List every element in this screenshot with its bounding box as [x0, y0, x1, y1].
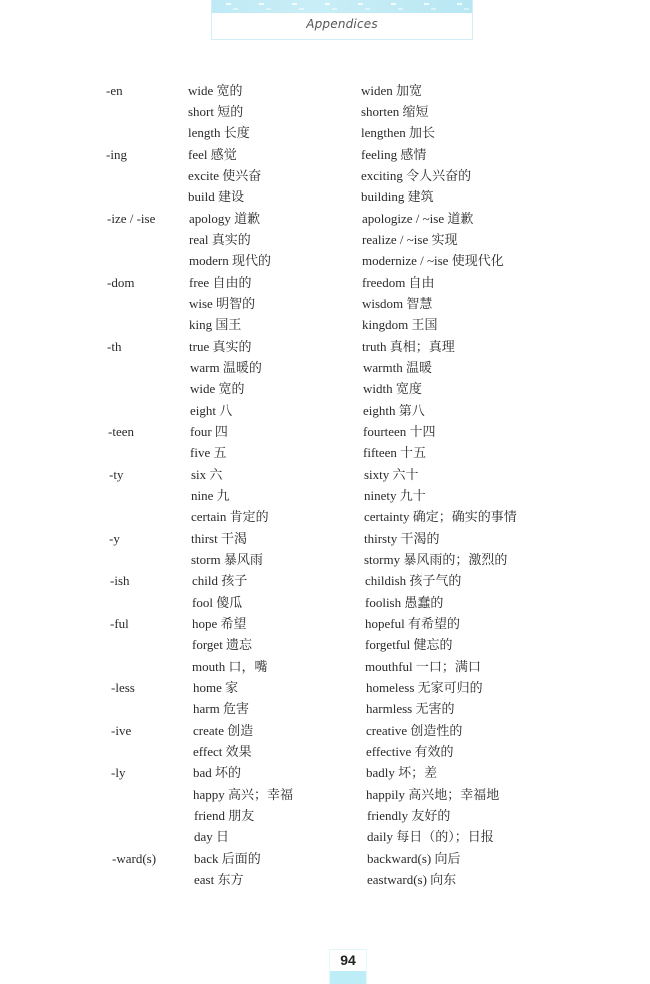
- base-cell: feel 感觉: [188, 147, 237, 162]
- base-cell: warm 温暖的: [190, 360, 262, 375]
- table-row: [6, 806, 566, 826]
- derived-cell: freedom 自由: [362, 275, 435, 290]
- suffix-cell: -ize / -ise: [107, 211, 156, 226]
- base-cell: build 建设: [188, 189, 244, 204]
- derived-cell: certainty 确定；确实的事情: [364, 509, 517, 524]
- base-cell: fool 傻瓜: [192, 595, 243, 610]
- derived-cell: sixty 六十: [364, 467, 419, 482]
- table-row: [5, 785, 565, 805]
- table-row: [0, 102, 560, 122]
- suffix-cell: -ive: [111, 723, 132, 738]
- base-cell: mouth 口，嘴: [192, 659, 268, 674]
- table-row: [5, 763, 565, 783]
- table-row: [5, 678, 565, 698]
- table-row: [4, 635, 564, 655]
- base-cell: harm 危害: [193, 701, 249, 716]
- derived-cell: friendly 友好的: [367, 808, 451, 823]
- derived-cell: shorten 缩短: [361, 104, 429, 119]
- derived-cell: building 建筑: [361, 189, 434, 204]
- base-cell: hope 希望: [192, 616, 247, 631]
- base-cell: eight 八: [190, 403, 233, 418]
- base-cell: short 短的: [188, 104, 244, 119]
- suffix-cell: -ty: [109, 467, 124, 482]
- table-row: [5, 699, 565, 719]
- page-number-box: [329, 949, 367, 984]
- base-cell: four 四: [190, 424, 228, 439]
- base-cell: real 真实的: [189, 232, 251, 247]
- base-cell: six 六: [191, 467, 223, 482]
- suffix-cell: -ing: [106, 147, 127, 162]
- base-cell: apology 道歉: [189, 211, 261, 226]
- table-row: [1, 273, 561, 293]
- derived-cell: badly 坏；差: [366, 765, 438, 780]
- suffix-cell: -ly: [111, 765, 126, 780]
- derived-cell: mouthful 一口；满口: [365, 659, 481, 674]
- base-cell: length 长度: [188, 125, 250, 140]
- suffix-cell: -th: [107, 339, 122, 354]
- base-cell: nine 九: [191, 488, 230, 503]
- suffix-cell: -ish: [110, 573, 130, 588]
- derived-cell: forgetful 健忘的: [365, 637, 453, 652]
- derived-cell: homeless 无家可归的: [366, 680, 483, 695]
- table-row: [2, 422, 562, 442]
- derived-cell: harmless 无害的: [366, 701, 455, 716]
- page-number: 94: [340, 952, 356, 968]
- derived-cell: stormy 暴风雨的；激烈的: [364, 552, 508, 567]
- base-cell: wide 宽的: [190, 381, 245, 396]
- derived-cell: happily 高兴地；幸福地: [366, 787, 500, 802]
- derived-cell: eastward(s) 向东: [367, 872, 457, 887]
- table-row: [2, 358, 562, 378]
- base-cell: free 自由的: [189, 275, 252, 290]
- suffix-cell: -ful: [110, 616, 129, 631]
- base-cell: thirst 干渴: [191, 531, 247, 546]
- base-cell: happy 高兴；幸福: [193, 787, 294, 802]
- table-row: [4, 593, 564, 613]
- derived-cell: ninety 九十: [364, 488, 426, 503]
- table-row: [2, 401, 562, 421]
- table-row: [3, 529, 563, 549]
- running-header: [211, 0, 473, 40]
- table-row: [0, 123, 560, 143]
- base-cell: modern 现代的: [189, 253, 271, 268]
- suffix-cell: -dom: [107, 275, 135, 290]
- table-row: [5, 742, 565, 762]
- base-cell: forget 遗忘: [192, 637, 253, 652]
- base-cell: back 后面的: [194, 851, 261, 866]
- derived-cell: feeling 感情: [361, 147, 427, 162]
- derived-cell: kingdom 王国: [362, 317, 438, 332]
- table-row: [6, 870, 566, 890]
- table-row: [6, 827, 566, 847]
- base-cell: day 日: [194, 829, 230, 844]
- derived-cell: foolish 愚蠢的: [365, 595, 444, 610]
- table-row: [0, 81, 560, 101]
- derived-cell: apologize / ~ise 道歉: [362, 211, 474, 226]
- base-cell: effect 效果: [193, 744, 252, 759]
- derived-cell: daily 每日（的）；日报: [367, 829, 494, 844]
- table-row: [1, 294, 561, 314]
- header-decorative-band: [212, 0, 472, 13]
- base-cell: friend 朋友: [194, 808, 255, 823]
- table-row: [3, 486, 563, 506]
- derived-cell: realize / ~ise 实现: [362, 232, 458, 247]
- derived-cell: hopeful 有希望的: [365, 616, 460, 631]
- base-cell: five 五: [190, 445, 227, 460]
- base-cell: true 真实的: [189, 339, 252, 354]
- suffix-cell: -ward(s): [112, 851, 157, 866]
- table-row: [3, 550, 563, 570]
- table-row: [2, 443, 562, 463]
- derived-cell: backward(s) 向后: [367, 851, 461, 866]
- base-cell: excite 使兴奋: [188, 168, 262, 183]
- derived-cell: fifteen 十五: [363, 445, 427, 460]
- base-cell: wise 明智的: [189, 296, 256, 311]
- table-row: [1, 230, 561, 250]
- table-row: [4, 571, 564, 591]
- table-row: [0, 145, 560, 165]
- base-cell: bad 坏的: [193, 765, 242, 780]
- suffix-cell: -less: [111, 680, 135, 695]
- table-row: [1, 337, 561, 357]
- derived-cell: effective 有效的: [366, 744, 454, 759]
- base-cell: create 创造: [193, 723, 254, 738]
- suffix-cell: -teen: [108, 424, 134, 439]
- table-row: [3, 507, 563, 527]
- base-cell: certain 肯定的: [191, 509, 269, 524]
- table-row: [1, 315, 561, 335]
- base-cell: storm 暴风雨: [191, 552, 263, 567]
- derived-cell: lengthen 加长: [361, 125, 436, 140]
- derived-cell: modernize / ~ise 使现代化: [362, 253, 504, 268]
- base-cell: wide 宽的: [188, 83, 243, 98]
- table-row: [3, 465, 563, 485]
- base-cell: child 孩子: [192, 573, 248, 588]
- table-row: [0, 187, 560, 207]
- base-cell: east 东方: [194, 872, 244, 887]
- derived-cell: creative 创造性的: [366, 723, 463, 738]
- table-row: [6, 849, 566, 869]
- table-row: [4, 614, 564, 634]
- table-row: [5, 721, 565, 741]
- header-title: Appendices: [306, 17, 378, 31]
- derived-cell: fourteen 十四: [363, 424, 436, 439]
- table-row: [1, 209, 561, 229]
- derived-cell: width 宽度: [363, 381, 422, 396]
- derived-cell: wisdom 智慧: [362, 296, 433, 311]
- derived-cell: eighth 第八: [363, 403, 425, 418]
- derived-cell: widen 加宽: [361, 83, 423, 98]
- suffix-cell: -y: [109, 531, 120, 546]
- table-row: [1, 251, 561, 271]
- derived-cell: truth 真相；真理: [362, 339, 455, 354]
- table-row: [0, 166, 560, 186]
- table-row: [4, 657, 564, 677]
- derived-cell: thirsty 干渴的: [364, 531, 440, 546]
- suffix-cell: -en: [106, 83, 123, 98]
- derived-cell: exciting 令人兴奋的: [361, 168, 472, 183]
- base-cell: home 家: [193, 680, 239, 695]
- base-cell: king 国王: [189, 317, 242, 332]
- derived-cell: childish 孩子气的: [365, 573, 462, 588]
- table-row: [2, 379, 562, 399]
- derived-cell: warmth 温暖: [363, 360, 432, 375]
